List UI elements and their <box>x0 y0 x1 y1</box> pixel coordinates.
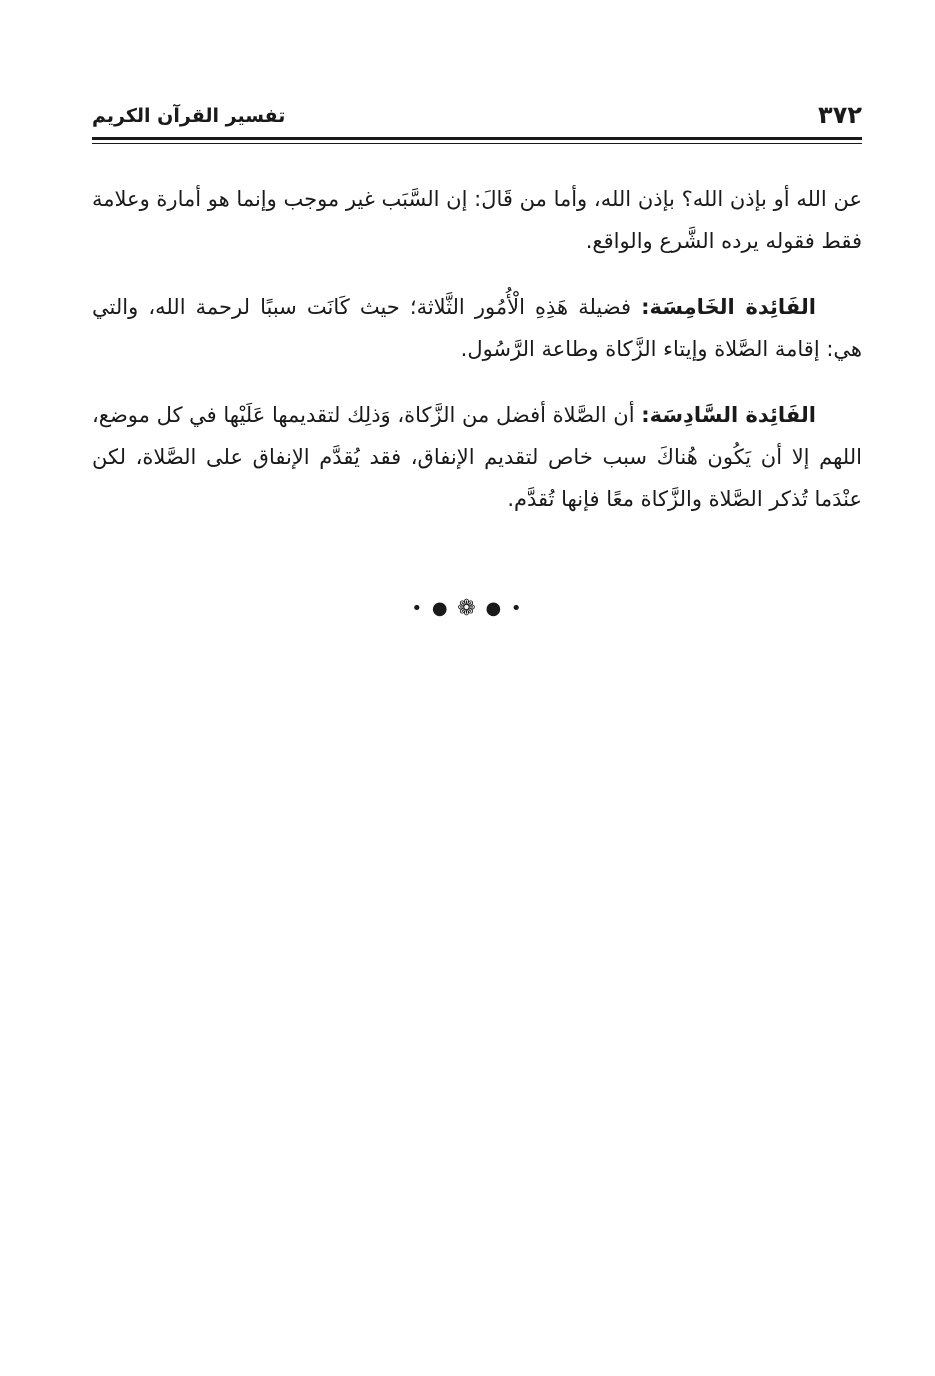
paragraph-continuation <box>92 178 862 262</box>
paragraph-benefit-five <box>92 286 862 370</box>
flower-ornament-icon: ❁ <box>457 596 478 621</box>
paragraph-benefit-six <box>92 394 862 520</box>
paragraph-text: أن الصَّلاة أفضل من الزَّكاة، وَذلِك لتقديمها عَلَيْها في كل موضع، اللهم إلا أن يَكُون هُناكَ سبب خاص لتقديم الإنفاق، فقد يُقدَّم الإنفاق على الصَّلاة، لكن عنْدَما تُذكر الصَّلاة والزَّكاة معًا فإنها تُقدَّم. <box>92 403 862 511</box>
header-rule-thin <box>92 143 862 144</box>
separator-dots-left: • ● <box>411 598 450 619</box>
page-number: ٣٧٢ <box>818 101 862 129</box>
paragraph-text: عن الله أو بإذن الله؟ بإذن الله، وأما من قَالَ: إن السَّبَب غير موجب وإنما هو أمارة وعلامة فقط فقوله يرده الشَّرع والواقع. <box>92 187 862 253</box>
header-rule-thick <box>92 137 862 140</box>
separator-dots-right: ● • <box>485 598 524 619</box>
page-header <box>92 100 862 130</box>
benefit-title: الفَائِدة الخَامِسَة: <box>641 295 816 319</box>
page-body <box>92 178 862 544</box>
benefit-title: الفَائِدة السَّادِسَة: <box>641 403 816 427</box>
section-separator <box>0 596 935 622</box>
running-title: تفسير القرآن الكريم <box>92 105 286 127</box>
paragraph-text: فضيلة هَذِهِ الْأُمُور الثَّلاثة؛ حيث كَانَت سببًا لرحمة الله، والتي هي: إقامة الصَّلاة وإيتاء الزَّكاة وطاعة الرَّسُول. <box>92 295 862 361</box>
